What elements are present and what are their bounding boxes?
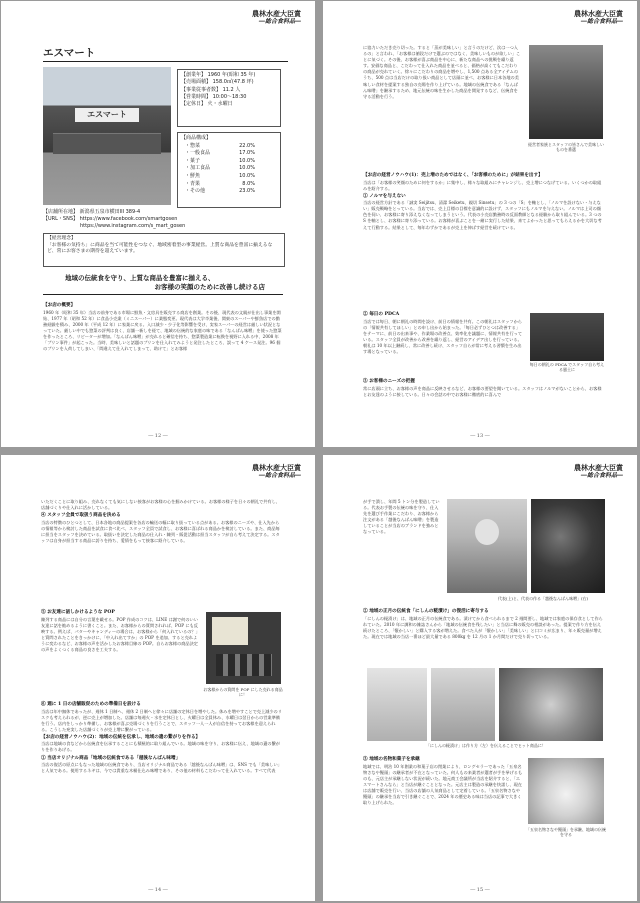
sales-category: ・鮮魚 — [185, 172, 201, 179]
item-4-title: ④ スタッフ全員で取扱う商品を決める — [41, 513, 121, 519]
sales-category: ・その他 — [185, 188, 206, 195]
headline-line: 地域の伝統食を守り、上質な商品を豊富に揃える、 — [65, 274, 215, 282]
page14-top-section — [41, 499, 283, 544]
item-2-title: ② 毎日の PDCA — [363, 312, 400, 317]
sales-composition-box — [177, 132, 281, 208]
philosophy-label: 【経営理念】 — [47, 236, 76, 241]
representative-photo-caption: 代表(上)と、代表の作る「越後なんばん味噌」(右) — [497, 596, 589, 601]
award-title: 農林水産大臣賞 — [574, 10, 623, 18]
sales-title: 【商品構成】 — [181, 135, 212, 141]
article-headline — [43, 274, 283, 295]
sales-row — [185, 150, 255, 158]
sales-category: ・惣菜 — [185, 142, 201, 149]
award-title: 農林水産大臣賞 — [574, 464, 623, 472]
person-face — [475, 519, 499, 545]
product-jars — [216, 654, 272, 676]
url-label: 【URL・SNS】 — [43, 215, 79, 222]
knowhow-2-text: 当店は地域の食などから伝統食を伝承することにも積極的に取り組んでいる。地域の味を守り、お客様に伝え、地域の遺の繋がりを作りあげる。 — [41, 741, 280, 753]
award-category: ―総合食料品― — [580, 472, 623, 479]
profile-box — [177, 69, 281, 127]
item-3-title: ③ お客様のニーズの把握 — [363, 379, 415, 384]
sales-row — [185, 173, 255, 181]
herring-photo-caption: 「にしんの糀漬け」は作り方（左）を伝えることでヒット商品に！ — [426, 743, 546, 748]
award-header — [574, 464, 623, 480]
knowhow-1-text: 当店は「お客様の笑顔のために何をするか」に集中し、様々な取組みにチャレンジし、売上増につなげている。いくつかの取組みを紹介する。 — [363, 179, 602, 191]
herring-dish-photo — [499, 668, 603, 741]
item-6-title: ⑥ 週に 1 日の店舗販促のための準備日を設ける — [41, 702, 141, 707]
item-4-text: 当店の特徴のひとつとして、日本各地の商品提案を各店の輸送の幅に取り扱っている点がある。お客様のニーズや、仕入先からの情報等から検討した商品を試食に食べ比べ、スタッフ全員で試食し、お客様に喜ばれる商品かを検討している。また、商品毎に担当をスタッフを決めている。取扱いを決定した商品の仕入れ・陳列・販促活動は担当スタッフが自ら考えて決定する。スタッフは自身が担当する商品に誇りを持ち、愛情をもって接客に紹介している。 — [41, 519, 280, 543]
location-label: 【店舗所在地】 — [43, 209, 79, 215]
profile-line: 【売場面積】 158.0㎡(47.8 坪) — [181, 79, 254, 86]
sales-share: 8.0% — [242, 180, 255, 187]
headline-line: お客様の笑顔のために改善し続ける店 — [154, 283, 265, 291]
item-3-section — [363, 755, 523, 806]
philosophy-text: 「お客様の気持ち」に商品を当て可能性をつなぐ、地域密着型の事業経営。上質な商品を豊富に揃えるなど、常にお客さまの期待を超えています。 — [47, 242, 273, 255]
instagram-link[interactable]: https://www.instagram.com/s_mart_gosen — [80, 222, 186, 229]
sales-row — [185, 188, 255, 196]
award-category: ―総合食料品― — [258, 472, 301, 479]
pop-card — [212, 617, 248, 645]
profile-line: 【事業従事者数】 11.2 人 — [181, 86, 241, 93]
location-value: 新潟県五泉市横田III 389-4 — [79, 209, 141, 215]
item-2-section — [363, 607, 605, 640]
award-category: ―総合食料品― — [258, 18, 301, 25]
item-1-text: 当店の経営方針である「誠実 Seijitsu、清潔 Seiketu、親切 Sinsetu」の 3 つの「S」を軸とし、「ノルマを設けない・与えない」販売戦略をとっている。当店では、売上目標の目標を意識的に設けず、スタッフにもノルマを与えない。ノルマは上司の顔色を伺い、お客様に寄り添えなくなってしまうという。代表の小売店勤務時の反面教師となる経験から取り組んでいる。3 つの S を軸とし、お客様に寄り添っている。お客様が喜ぶことを一緒に実行した結果、来てよかったと思ってもらえるかを大切な考えて行動する。結果として、毎年わずかであるが売上を伸ばす経営を続けている。 — [363, 200, 602, 230]
award-title: 農林水産大臣賞 — [252, 464, 301, 472]
page-14 — [1, 455, 315, 901]
pop-photo — [206, 612, 281, 684]
company-name: エスマート — [43, 45, 288, 62]
staff-photo-caption: 経営者家族とスタッフの皆さんで美味しいものを番選 — [528, 142, 604, 152]
miso-product-photo — [531, 499, 605, 593]
sales-row — [185, 165, 255, 173]
item-3-title: ③ 地域の名物和菓子を承継 — [363, 757, 420, 762]
sales-share: 17.0% — [239, 150, 255, 157]
intro-text: が手で潰し、年間 5 トン分を製造している。代表お手製の伝統の味を守り、仕入先を選び手作業にこだわり、お客様から注文がある「越後なんばん味噌」を製造していることが当店のブランドを強みとなっている。 — [363, 499, 440, 535]
item-2-title: ② 地域の正月の伝統食「にしんの糀漬け」の復活に寄与する — [363, 609, 489, 614]
item-2-text: 当店では毎日、朝に朝礼の時間を設け、前日の情報を共有。この朝礼はスタッフからの「情報共有してほしい」との申し出から始まった。「毎日必ずひとつは改善する」をテーマに、前日の出来事や、作業場の改善点、効率化を議題に、情報共有を行っている。スタッフ全員が改善から改善を繰り返し、経営のアイデア出しを行っている。朝礼は 10 年以上継続し、常に改善し続け、スタッフ自らが常に考える習慣を生み出す場となっている。 — [363, 318, 523, 354]
page-13 — [323, 1, 637, 447]
representative-photo — [447, 499, 527, 593]
sales-share: 10.0% — [239, 157, 255, 164]
page-number: ― 15 ― — [470, 887, 490, 893]
sales-share: 23.0% — [239, 188, 255, 195]
recipe-photo — [367, 668, 427, 741]
profile-line: 【営業時間】 10:00～18:30 — [181, 93, 247, 100]
item-3-section — [363, 377, 605, 398]
item-1-title: ① ノルマを与えない — [363, 193, 406, 199]
sales-category: ・加工食品 — [185, 165, 211, 172]
page-number: ― 12 ― — [148, 433, 168, 439]
profile-line: 【定休日】 火・水曜日 — [181, 101, 233, 108]
store-sign: エスマート — [75, 108, 139, 122]
award-header — [252, 464, 301, 480]
sales-category: ・菓子 — [185, 157, 201, 164]
knowhow-1-title: 【お店の経営ノウハウ(1)：売上増のためではなく、「お客様のために」が結果を出す】 — [363, 173, 543, 178]
philosophy-box — [43, 233, 285, 267]
meeting-photo-caption: 毎日の朝礼の PDCA でスタッフ自ら考える風土に — [529, 362, 605, 372]
sales-share: 22.0% — [239, 142, 255, 149]
manju-photo — [528, 758, 604, 824]
item-7-title: ① 当店オリジナル商品「地域の伝統食である「越後なんばん味噌」 — [41, 755, 181, 761]
item-7-text: 当店の復活の原点にもなった地域の伝統食であり、当店オリジナル商品である「越後なんばん味噌」は、SNS でも「美味しい」と人気である。使用するネギは、今では貴重な木桶仕込み味噌であり、その他の材料もこだわって仕入れている。すべて代表 — [41, 762, 282, 774]
page14-bottom-section — [41, 700, 283, 774]
sales-share: 10.0% — [239, 172, 255, 179]
facebook-link[interactable]: https://www.facebook.com/smartgosen — [79, 215, 178, 222]
item-3-text: 地域では、明治 10 年創業の和菓子店の閉業により、ロングセラーであった「五泉名物さなや饅頭」の継承者が不在となっていた。何人もの来業者が選者が手を挙げるものも、元店主が承継しない状況が続いた。地元商工会議所が当店を紹介すると、「エスマートさんなら」と当店が継ぐこととなった。元店主は製造の承継を快諾し、現在は店舗で販売を行い、当店の店舗の人気商品として定着している。「五泉名物さなや饅頭」の継承を当店で引き継ぐことで、2024 年の歴史ある味は当店の記事で大きく取り上げられた。 — [363, 763, 523, 806]
pop-photo-caption: お客様からの質問を POP にした売れる商品に！ — [203, 687, 283, 697]
herring-package-photo — [431, 668, 495, 741]
staff-photo — [529, 45, 603, 139]
page-number: ― 13 ― — [470, 433, 490, 439]
overview-text: 1960 年（昭和 35 年）当店の前身である市場に鮮魚・文房具を販売する商店を創業。その後、現代表の文親が仕出し事業を開始、1977 年（昭和 52 年）に食品小売業（ミニスーパー）に業態変更。現代表は大学卒業後、関東のスーパーや鮮魚店での勤務経験を積み、2000 年（平成 12 年）に家業に戻る。入口減少・少子化等影響を受け、実家スーパーの経営は厳しい状況となっていた。厳しい中でも惣菜の評判は良く、店舗一新しを経て、地域の伝統的な家庭の味である「なんばん味噌」を使った惣菜を作ったところ、リピーターが増加。「なんばん味噌」が売れると確信を持ち、惣菜製造業に転換を視野に入れる中、2008 年「プリン事件」が起こった。当時、美味しいと話題のプリンを仕入れてみようと発注したところ、誤って 4 ケース発注。96 個のプリンを入荷してしまい、「間違えて仕入れてしまって、助けて」とお客様 — [43, 309, 282, 352]
sales-list — [181, 143, 277, 196]
page-12 — [1, 1, 315, 447]
item-3-text: 常に店頭に立ち、お客様の声を商品に反映させるなど、お客様の要望を聞いている。スタッフはノルマがないことから、お客様とお友達のように接している。日々の会話の中でお客様に徹底的に喜んで — [363, 385, 602, 397]
profile-line: 【創業年】 1960 年(昭和 35 年) — [181, 72, 256, 78]
knowhow-2-title: 【お店の経営ノウハウ(2)：地域の伝統を伝承し、地域の遺の繋がりを作る】 — [41, 734, 201, 740]
page-number: ― 14 ― — [148, 887, 168, 893]
page-15 — [323, 455, 637, 901]
item-5-title: ⑤ お友達に話しかけるような POP — [41, 610, 115, 615]
item-6-text: 当店は年中無休であったが、週休 1 日制へ、週休 2 日制へと徐々に店舗の定休日を増やした。休みを増やすことで売上減少のリスクも考えられるが、逆に売上が増加した。店舗は毎週火・水を定休日とし、火曜日は全員休み、水曜日は翌日からの営業準備を行う。店内をしっかり準備し、お客様が喜ぶ売場づくりを行うことで、スタッフ一人一人が自信を持ってお客様を迎えられる。こうした充実した店舗づくりが売上増に繋がっている。 — [41, 708, 282, 732]
store-location-block — [43, 209, 283, 229]
award-category: ―総合食料品― — [580, 18, 623, 25]
item-2-section — [363, 310, 523, 355]
store-photo — [43, 67, 171, 205]
item-2-text: 「にしんの糀漬け」は、地域の正月の伝統食である。漬けてから食べられるまで 2 週間要し、地域では家庭の保存食として作られていた。2010 年に調和の雑誌さんから「地域の伝統食を残したい」と当店に舞の販売の相談があった。提案で作り方を伝え続けたところ、「懐かしい」と購入する客が増えた。食べた人が「懐かしい」「美味しい」と口コミが広まり、年々販売量が増えた。現在では地域の当店一番ほど最大量である 800kg を 12 月の 1 か月間だけで売り切っている。 — [363, 615, 603, 639]
intro-text: いただくことに取り組み、売れなくても気にしない接客がお客様の心を掴みかけている。お客様の様子を日々の朝礼で共有し、店舗づくりや仕入れに活かしている。 — [41, 499, 280, 511]
award-header — [252, 10, 301, 26]
item-5-text: 陳列する商品には自分の言葉を載せる。POP 作成のコツは、LINE は謝で何のいい友達に話を勧めるように書くこと。また、お客様からの質問されれば、POP にも反映する。例えば、パターやキャンディーの場合は、お客様から「何入れているの？」と質問されたことをきっかけに、「中入れ出てすか」の POP を追加、すると売れように変わるなど、お客様の声を活かしたお客様目線の POP。自らお客様の商品決定の声をよくつくる商品の良さを工夫する。 — [41, 616, 200, 652]
overview-heading: 【お店の概要】 — [43, 303, 76, 308]
morning-meeting-photo — [530, 313, 604, 361]
intro-text: に協力いただき売り切った。すると「蒸が美味しい」と言うのだけど、次は一つ入るの」と言われ、「お客様は値段だけで選ぶのではなく、美味しいものが欲しい」ことに気づく。その後、お客様が喜ぶ商品を中心に、新たな商品への挑戦を繰り返す。安価な商品と、こだわって仕入れた商品を並べると、価格が高くてもこだわりの商品が売れていく。徐々にこだわりの商品を増やし、1,500 点ある全アイテムのうち、500 点は当店だけの取り扱い商品として店頭に並べ、お客様に日本各地の美味しい食材を提案する独自の売場を作り上げている。地域の伝統食である「なんばん味噌」を継承するため、地元伝統の味を生かした商品を開発するなど、伝統食を守る活動を行う。 — [363, 45, 521, 99]
manju-photo-caption: 「五泉名物さなや饅頭」を承継、地域の伝統を守る — [526, 827, 606, 837]
overview-section — [43, 301, 283, 352]
sales-category: ・青果 — [185, 180, 201, 187]
sales-share: 10.0% — [239, 165, 255, 172]
item-5-section — [41, 608, 201, 653]
knowhow-1-section — [363, 171, 605, 231]
store-entrance — [53, 133, 161, 154]
award-title: 農林水産大臣賞 — [252, 10, 301, 18]
sales-category: ・一般食品 — [185, 150, 211, 157]
award-header — [574, 10, 623, 26]
